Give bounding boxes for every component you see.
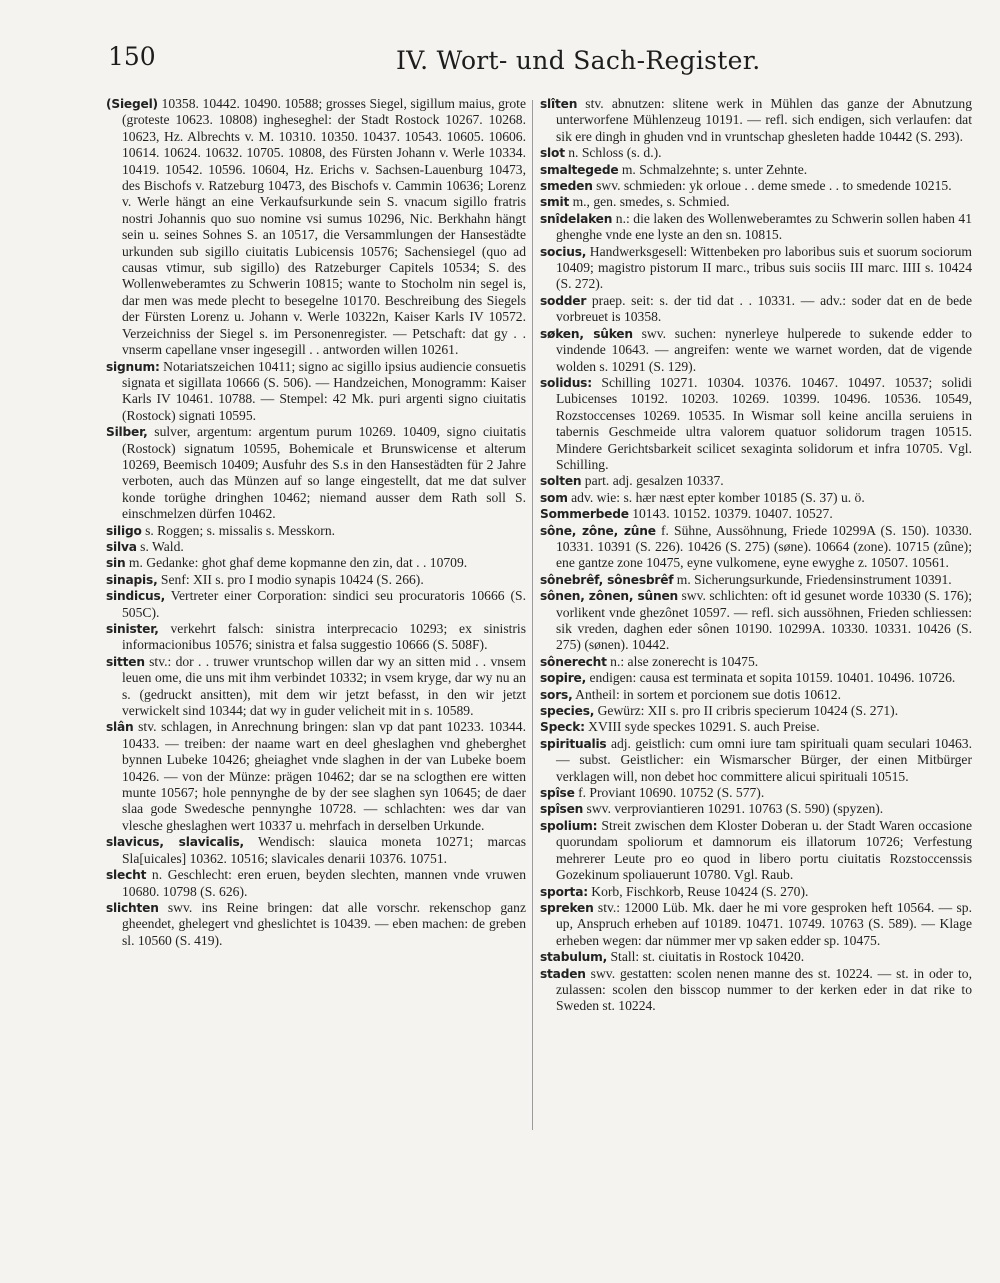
entry-headword: species,: [540, 704, 595, 719]
index-entry: [540, 736, 972, 785]
entry-headword: signum:: [106, 359, 160, 374]
entry-text: part. adj. gesalzen 10337.: [581, 473, 724, 489]
entry-headword: sin: [106, 556, 126, 571]
index-entry: [540, 588, 972, 654]
entry-text: m. Gedanke: ghot ghaf deme kopmanne den zin, dat . . 10709.: [125, 555, 468, 571]
entry-headword: stabulum,: [540, 950, 608, 965]
entry-text: adv. wie: s. hær næst epter komber 10185 (S. 37) u. ö.: [567, 489, 865, 505]
entry-text: swv. ins Reine bringen: dat alle vorschr. rekenschop ganz gheendet, ghelegert vnd gheslichtet is 10439. — eben machen: de greben sl. 10560 (S. 419).: [122, 899, 526, 948]
entry-headword: sônen, zônen, sûnen: [540, 589, 678, 604]
entry-text: n. Schloss (s. d.).: [564, 145, 662, 161]
entry-headword: smeden: [540, 179, 593, 194]
entry-text: endigen: causa est terminata et sopita 10159. 10401. 10496. 10726.: [586, 670, 956, 686]
index-entry: [540, 145, 972, 161]
index-entry: [106, 834, 526, 867]
entry-text: stv.: 12000 Lüb. Mk. daer he mi vore gesproken heft 10564. — sp. up, Anspruch erheben auf 10189. 10471. 10749. 10763 (S. 589). — Klage erheben wegen: dar nümmer mer vp saken edder sp. 10475.: [556, 899, 972, 948]
entry-text: n.: die laken des Wollenweberamtes zu Schwerin sollen haben 41 ghenghe vnde ene lyste an den sn. 10815.: [556, 210, 972, 243]
entry-headword: sône, zône, zûne: [540, 523, 656, 538]
left-column: [106, 96, 526, 949]
entry-headword: sodder: [540, 293, 587, 308]
entry-text: Schilling 10271. 10304. 10376. 10467. 10497. 10537; solidi Lubicenses 10192. 10203. 10269. 10399. 10496. 10536. 10549, Rozstoccenses 10269. 10535. In Wismar soll keine ancilla seruiens in tabernis Geschmeide ultra valorem quatuor solidorum tragen 10515. Mindere Gerichtsbarkeit scilicet sexaginta solidorum et infra 10705. Vgl. Schilling.: [556, 374, 972, 472]
entry-headword: slavicus, slavicalis,: [106, 835, 244, 850]
entry-text: adj. geistlich: cum omni iure tam spirituali quam seculari 10463. — subst. Geistlicher: ein Wismarscher Bürger, der einen Mitbürger verklagen will, non debet hoc committere alicui spirituali 10515.: [556, 735, 972, 784]
right-column: [540, 96, 972, 1015]
entry-headword: Silber,: [106, 425, 148, 440]
index-entry: [106, 900, 526, 949]
entry-headword: slot: [540, 146, 565, 161]
entry-headword: sitten: [106, 654, 145, 669]
entry-text: Handwerksgesell: Wittenbeken pro laboribus suis et suorum sociorum 10409; magistro pistorum II marc., tribus suis sociis III marc. IIII s. 10424 (S. 272).: [556, 243, 972, 292]
index-entry: [540, 244, 972, 293]
entry-text: swv. gestatten: scolen nenen manne des st. 10224. — st. in oder to, zulassen: scolen den bisscop nummer to der kerken eder in dat rike to Sweden st. 10224.: [556, 965, 972, 1014]
index-entry: [106, 621, 526, 654]
entry-headword: spîsen: [540, 802, 584, 817]
entry-headword: søken, sûken: [540, 326, 633, 341]
index-entry: [540, 178, 972, 194]
entry-headword: sinapis,: [106, 572, 158, 587]
entry-headword: Sommerbede: [540, 507, 629, 522]
index-entry: [540, 162, 972, 178]
entry-headword: sindicus,: [106, 589, 165, 604]
index-entry: [106, 424, 526, 522]
index-entry: [540, 523, 972, 572]
index-entry: [540, 703, 972, 719]
entry-headword: solidus:: [540, 375, 592, 390]
entry-headword: spiritualis: [540, 736, 607, 751]
entry-headword: spolium:: [540, 818, 598, 833]
entry-headword: slichten: [106, 900, 159, 915]
running-title: IV. Wort- und Sach-Register.: [396, 46, 761, 75]
entry-headword: Speck:: [540, 720, 585, 735]
entry-headword: sinister,: [106, 622, 159, 636]
entry-text: verkehrt falsch: sinistra interprecacio 10293; ex sinistris informacionibus 10576; sinistra et falsa suggestio 10666 (S. 508F).: [122, 621, 526, 653]
index-entry: [540, 572, 972, 588]
index-entry: [540, 670, 972, 686]
index-entry: [540, 785, 972, 801]
entry-headword: slân: [106, 720, 134, 735]
entry-text: s. Wald.: [136, 538, 184, 554]
index-entry: [540, 654, 972, 670]
entry-text: Gewürz: XII s. pro II cribris specierum 10424 (S. 271).: [594, 703, 899, 719]
entry-headword: snîdelaken: [540, 211, 613, 226]
entry-headword: spreken: [540, 900, 594, 915]
index-entry: [540, 884, 972, 900]
entry-headword: som: [540, 490, 568, 505]
entry-text: swv. suchen: nynerleye hulperede to sukende edder to vindende 10643. — angreifen: wente we warnet worden, dat de vigende wolden s. 10291 (S. 129).: [556, 325, 972, 374]
index-entry: [540, 293, 972, 326]
entry-headword: solten: [540, 474, 582, 489]
entry-text: stv. abnutzen: slitene werk in Mühlen das ganze der Abnutzung unterworfene Mühlenzeug 10191. — refl. sich endigen, sich verlaufen: dat sik ere dingh in ghuden vnd in vruntschap ghesleten hadde 10442 (S. 293).: [556, 96, 972, 144]
page-number: 150: [108, 42, 156, 71]
entry-text: f. Sühne, Aussöhnung, Friede 10299A (S. 150). 10330. 10331. 10391 (S. 226). 10426 (S. 275) (søne). 10664 (zone). 10715 (zûne); ene gantze zone 10475, eyne vulkomene, eyne ewyghe z. 10507. 10561.: [556, 522, 972, 571]
index-entry: [540, 211, 972, 244]
entry-text: Vertreter einer Corporation: sindici seu procuratoris 10666 (S. 505C).: [122, 588, 526, 620]
entry-text: sulver, argentum: argentum purum 10269. 10409, signo ciuitatis (Rostock) signatum 10595, Bohemicale et Brunswicense et alterum 10269, Beemisch 10409; Ausfuhr des S.s in den Hansestädten für 2 Jahre verboten, auch das Münzen auf so lange eingestellt, dat me dat sulver konde torüghe dringhen 10462; niemand ausser dem Rath soll S. einschmelzen dürfen 10462.: [122, 424, 526, 522]
column-divider: [532, 100, 533, 1130]
entry-text: Stall: st. ciuitatis in Rostock 10420.: [607, 949, 805, 965]
entry-headword: silva: [106, 539, 137, 554]
index-entry: [106, 555, 526, 571]
entry-text: 10143. 10152. 10379. 10407. 10527.: [628, 506, 833, 522]
index-entry: [540, 801, 972, 817]
entry-text: stv.: dor . . truwer vruntschop willen dar wy an sitten mid . . vnsem leuen ome, die uns mit ihm verbindet 10332; in vsem kryge, dar wy nu an s. (gedruckt ansitten), mit dem wir jetzt befasst, in den wir jetzt verwickelt sind 10344; dat wy in guder velicheit mit in s. 10589.: [122, 653, 526, 719]
index-entry: [106, 654, 526, 720]
entry-text: m. Sicherungsurkunde, Friedensinstrument 10391.: [673, 571, 952, 587]
entry-text: swv. schlichten: oft id gesunet worde 10330 (S. 176); vorlikent vnde ghezônet 10597. — refl. sich aussöhnen, Frieden schliessen: sik vreden, daghen eder sônen 10190. 10299A. 10330. 10331. 10426 (S. 275) (sønen). 10442.: [556, 588, 972, 653]
entry-text: Korb, Fischkorb, Reuse 10424 (S. 270).: [587, 883, 809, 899]
entry-text: f. Proviant 10690. 10752 (S. 577).: [574, 785, 765, 801]
index-entry: [540, 900, 972, 949]
index-entry: [540, 818, 972, 884]
entry-text: swv. verproviantieren 10291. 10763 (S. 590) (spyzen).: [583, 801, 884, 817]
entry-headword: sors,: [540, 687, 573, 702]
index-entry: [540, 375, 972, 473]
entry-text: Streit zwischen dem Kloster Doberan u. der Stadt Waren occasione quorundam spoliorum et damnorum eis illatorum 10726; Verfestung mehrerer Leute pro eo quod in libero portu ciuitatis Rozstoccenssis Gozekinum spoliauerunt 10780. Vgl. Raub.: [556, 817, 972, 883]
index-entry: [106, 867, 526, 900]
index-entry: [106, 359, 526, 425]
entry-text: stv. schlagen, in Anrechnung bringen: slan vp dat pant 10233. 10344. 10433. — treiben: der naame wart en deel gheslaghen vnd gheberghet bynnen Lubeke 10426; gheiaghet vnde slaghen in der van Lubeke boem 10426. — von der Münze: prägen 10462; dar se na sclogthen ere witten munte 10567; hole pennynghe de by der see slaghen syn 10645; de daer slaa gode Swedesche pennynghe 10728. — schlachten: wes dar van vlesche gheslaghen wert 10337 u. mehrfach in derselben Urkunde.: [122, 719, 526, 833]
entry-text: s. Roggen; s. missalis s. Messkorn.: [141, 522, 336, 538]
entry-headword: sônerecht: [540, 654, 607, 669]
entry-text: m. Schmalzehnte; s. unter Zehnte.: [618, 161, 808, 177]
index-entry: [106, 96, 526, 359]
entry-headword: slecht: [106, 868, 147, 883]
index-entry: [540, 490, 972, 506]
entry-headword: smit: [540, 195, 570, 210]
entry-text: Senf: XII s. pro I modio synapis 10424 (S. 266).: [157, 571, 424, 587]
entry-headword: staden: [540, 966, 586, 981]
entry-headword: socius,: [540, 244, 587, 259]
entry-headword: smaltegede: [540, 162, 619, 177]
entry-text: Wendisch: slauica moneta 10271; marcas Sla[uicales] 10362. 10516; slavicales denarii 10376. 10751.: [122, 834, 527, 866]
index-entry: [106, 523, 526, 539]
page-header: [0, 42, 1000, 82]
entry-headword: sporta:: [540, 884, 588, 899]
entry-headword: siligo: [106, 523, 142, 538]
index-entry: [106, 539, 526, 555]
entry-headword: sônebrêf, sônesbrêf: [540, 572, 674, 587]
index-entry: [540, 194, 972, 210]
entry-text: swv. schmieden: yk orloue . . deme smede . . to smedende 10215.: [592, 178, 952, 194]
entry-headword: slîten: [540, 97, 578, 111]
index-entry: [540, 966, 972, 1015]
entry-text: n. Geschlecht: eren eruen, beyden slechten, mannen vnde vruwen 10680. 10798 (S. 626).: [122, 867, 526, 899]
index-entry: [540, 687, 972, 703]
index-entry: [106, 719, 526, 834]
index-entry: [540, 949, 972, 965]
entry-text: n.: alse zonerecht is 10475.: [606, 653, 759, 669]
entry-headword: spîse: [540, 786, 575, 801]
index-entry: [540, 326, 972, 375]
index-entry: [540, 96, 972, 145]
index-entry: [540, 506, 972, 522]
index-entry: [540, 719, 972, 735]
entry-text: m., gen. smedes, s. Schmied.: [569, 194, 730, 210]
entry-text: 10358. 10442. 10490. 10588; grosses Siegel, sigillum maius, grote (groteste 10623. 10808) ingheseghel: der Stadt Rostock 10267. 10268. 10623, Hz. Albrechts v. M. 10310. 10350. 10437. 10543. 10605. 10606. 10614. 10624. 10632. 10705. 10808, des Fürsten Johann v. Werle 10334. 10419. 10542. 10596. 10604, Hz. Erichs v. Sachsen-Lauenburg 10473, des Bischofs v. Ratzeburg 10473, des Bischofs v. Cammin 10636; Lorenz v. Werle hängt an eine Verkaufsurkunde sein S. vnacum sigillo fratris nostri Johannis quo suo nomine vsi sumus 10296, Nic. Berkhahn hängt sein u. seines Sohnes S. an 10517, die Versammlungen der Hansestädte urkunden sub sigillo ciuitatis Lubicensis 10576; Sachensiegel (quo ad causas vtimur, sub sigillo) des Ratzeburger Capitels 10534; S. des Wollenweberamtes zu Schwerin 10815; wante to Stocholm nin segel is, dar men was mede plecht to besegelne 10170. Beschreibung des Siegels der Fürsten Lorenz u. Johann v. Werle 10322n, Kaiser Karls IV 10572. Verzeichniss der Siegel s. im Personenregister. — Petschaft: dat gy . . vnserm capellane vnser ingesegill . . antworden willen 10261.: [122, 96, 526, 358]
entry-text: Notariatszeichen 10411; signo ac sigillo ipsius audiencie consuetis signata et sigillata 10666 (S. 506). — Handzeichen, Monogramm: Kaiser Karls IV 10461. 10788. — Stempel: 42 Mk. puri argenti signo ciuitatis (Rostock) signati 10595.: [122, 358, 526, 423]
entry-text: Antheil: in sortem et porcionem sue dotis 10612.: [572, 686, 841, 702]
entry-headword: (Siegel): [106, 97, 158, 111]
entry-headword: sopire,: [540, 671, 587, 686]
index-entry: [106, 572, 526, 588]
index-entry: [106, 588, 526, 621]
index-entry: [540, 473, 972, 489]
entry-text: XVIII syde speckes 10291. S. auch Preise.: [584, 719, 820, 735]
entry-text: praep. seit: s. der tid dat . . 10331. — adv.: soder dat en de bede vorbreuet is 10358.: [556, 292, 972, 325]
